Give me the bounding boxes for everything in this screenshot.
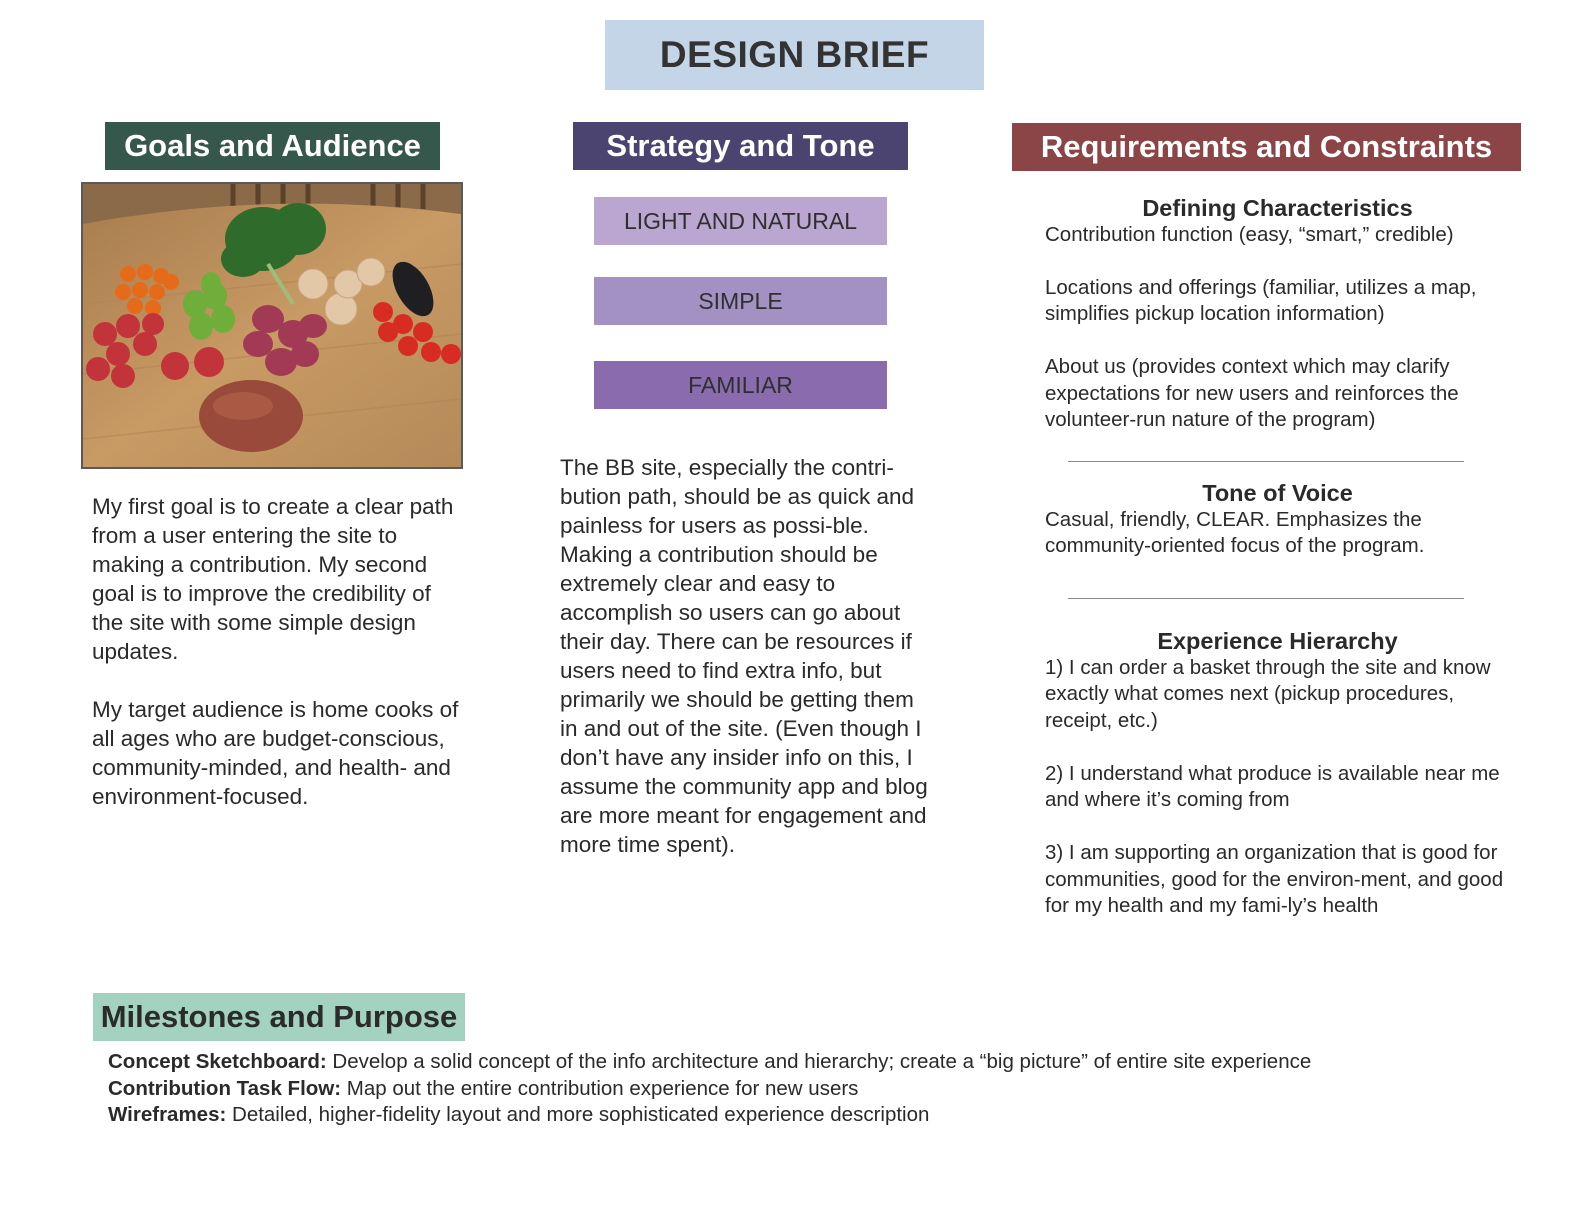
milestone-label: Wireframes: xyxy=(108,1103,227,1126)
milestone-text: Develop a solid concept of the info architecture and hierarchy; create a “big picture” of entire site experience xyxy=(326,1050,1312,1073)
milestone-row xyxy=(108,1102,1548,1129)
milestone-row xyxy=(108,1076,1548,1103)
defining-item: About us (provides context which may clarify expectations for new users and reinforces the volunteer-run nature of the program) xyxy=(1045,355,1459,431)
page-title: DESIGN BRIEF xyxy=(605,20,984,90)
tone-familiar: FAMILIAR xyxy=(594,361,887,409)
experience-hierarchy-heading: Experience Hierarchy xyxy=(1157,628,1398,654)
section-divider xyxy=(1068,598,1464,599)
experience-hierarchy-section xyxy=(1045,628,1510,920)
produce-photo xyxy=(81,182,463,469)
goals-paragraph: My first goal is to create a clear path from a user entering the site to making a contribution. My second goal is to improve the credibility of the site with some simple design updates. xyxy=(92,494,454,664)
hierarchy-item: 2) I understand what produce is available near me and where it’s coming from xyxy=(1045,761,1500,811)
tone-of-voice-text: Casual, friendly, CLEAR. Emphasizes the community-oriented focus of the program. xyxy=(1045,507,1425,557)
tone-of-voice-section xyxy=(1045,480,1510,560)
milestone-text: Map out the entire contribution experience for new users xyxy=(341,1076,859,1100)
tone-simple: SIMPLE xyxy=(594,277,887,325)
milestones-heading: Milestones and Purpose xyxy=(93,993,465,1041)
milestone-label: Concept Sketchboard: xyxy=(108,1050,327,1073)
milestone-text: Detailed, higher-fidelity layout and more sophisticated experience description xyxy=(226,1103,930,1126)
defining-characteristics-heading: Defining Characteristics xyxy=(1142,195,1413,221)
milestone-row xyxy=(108,1049,1548,1076)
requirements-heading: Requirements and Constraints xyxy=(1012,123,1521,171)
goals-heading: Goals and Audience xyxy=(105,122,440,170)
defining-characteristics-section xyxy=(1045,195,1510,434)
tone-of-voice-heading: Tone of Voice xyxy=(1202,480,1353,506)
defining-item: Contribution function (easy, “smart,” credible) xyxy=(1045,222,1454,246)
defining-item: Locations and offerings (familiar, utilizes a map, simplifies pickup location information) xyxy=(1045,275,1477,325)
tone-light-and-natural: LIGHT AND NATURAL xyxy=(594,197,887,245)
milestone-label: Contribution Task Flow: xyxy=(108,1076,342,1100)
strategy-paragraph: The BB site, especially the contri-bution path, should be as quick and painless for users as possi-ble. Making a contribution should be extremely clear and easy to accomplish so users can go about their day. There can be resources if users need to find extra info, but primarily we should be getting them in and out of the site. (Even though I don’t have any insider info on this, I assume the community app and blog are more meant for engagement and more time spent). xyxy=(560,455,928,857)
goals-text xyxy=(92,492,462,840)
hierarchy-item: 3) I am supporting an organization that is good for communities, good for the environ-ment, and good for my health and my fami-ly’s health xyxy=(1045,841,1504,917)
milestones-list xyxy=(108,1049,1548,1129)
hierarchy-item: 1) I can order a basket through the site and know exactly what comes next (pickup procedures, receipt, etc.) xyxy=(1045,655,1491,732)
strategy-heading: Strategy and Tone xyxy=(573,122,908,170)
section-divider xyxy=(1068,461,1464,462)
audience-paragraph: My target audience is home cooks of all ages who are budget-conscious, community-minded, and health- and environment-focused. xyxy=(92,697,459,809)
